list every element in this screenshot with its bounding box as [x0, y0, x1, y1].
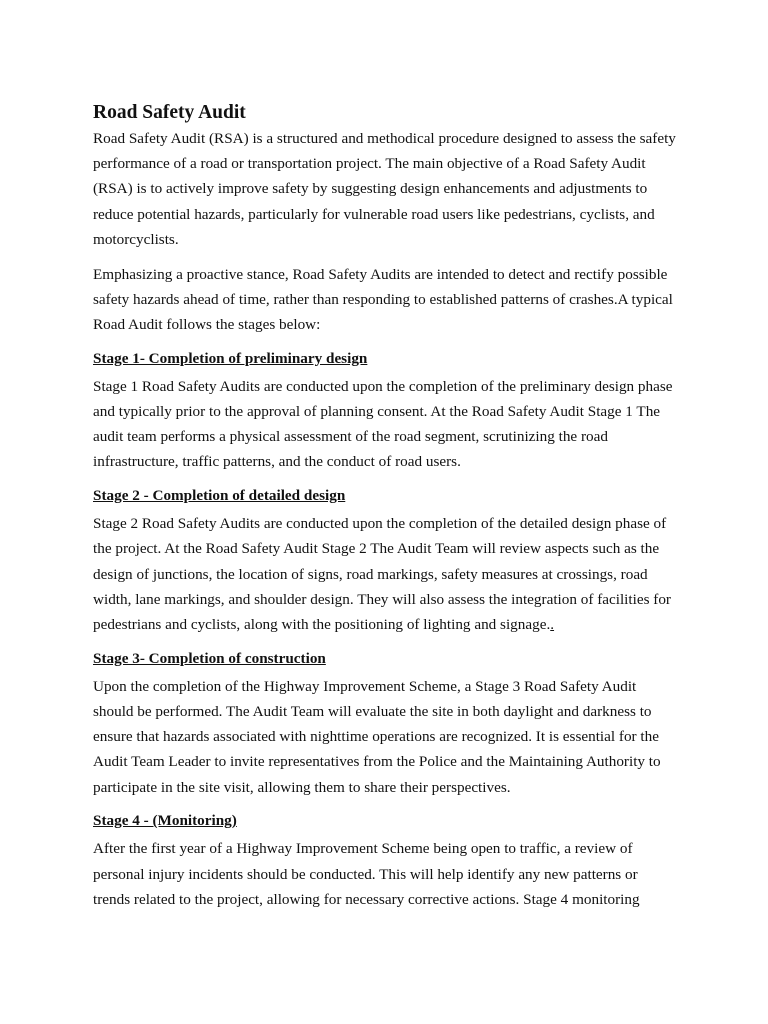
stage-2-body: Stage 2 Road Safety Audits are conducted upon the completion of the detailed design phase of the project. At the Road Safety Audit Stage 2 The Audit Team will review aspects such as the design of junctions, the location of signs, road markings, safety measures at crossings, road width, lane markings, and shoulder design. They will also assess the integration of facilities for pedestrians and cyclists, along with the positioning of lighting and signage.: [93, 515, 671, 633]
intro-paragraph-1: Road Safety Audit (RSA) is a structured and methodical procedure designed to assess the safety performance of a road or transportation project. The main objective of a Road Safety Audit (RSA) is to actively improve safety by suggesting design enhancements and adjustments to reduce potential hazards, particularly for vulnerable road users like pedestrians, cyclists, and motorcyclists.: [93, 130, 676, 248]
stage-1-heading: Stage 1- Completion of preliminary design: [93, 349, 368, 367]
document-title: Road Safety Audit: [93, 102, 246, 123]
stage-3-body: Upon the completion of the Highway Improvement Scheme, a Stage 3 Road Safety Audit should be performed. The Audit Team will evaluate the site in both daylight and darkness to ensure that hazards associated with nighttime operations are recognized. It is essential for the Audit Team Leader to invite representatives from the Police and the Maintaining Authority to participate in the site visit, allowing them to share their perspectives.: [93, 677, 661, 796]
stage-3-heading: Stage 3- Completion of construction: [93, 649, 326, 667]
stage-4-heading: Stage 4 - (Monitoring): [93, 812, 237, 830]
document-page: [93, 100, 678, 912]
stage-2-paragraph: [93, 511, 678, 637]
stage-1-body: Stage 1 Road Safety Audits are conducted upon the completion of the preliminary design phase and typically prior to the approval of planning consent. At the Road Safety Audit Stage 1 The audit team performs a physical assessment of the road segment, scrutinizing the road infrastructure, traffic patterns, and the conduct of road users.: [93, 377, 673, 471]
intro-paragraph-2: Emphasizing a proactive stance, Road Safety Audits are intended to detect and rectify possible safety hazards ahead of time, rather than responding to established patterns of crashes.A typical Road Audit follows the stages below:: [93, 265, 673, 333]
stage-4-body: After the first year of a Highway Improvement Scheme being open to traffic, a review of personal injury incidents should be conducted. This will help identify any new patterns or trends related to the project, allowing for necessary corrective actions. Stage 4 monitoring: [93, 840, 640, 908]
stage-2-trailing-mark: .: [550, 615, 555, 633]
stage-2-heading: Stage 2 - Completion of detailed design: [93, 487, 346, 505]
